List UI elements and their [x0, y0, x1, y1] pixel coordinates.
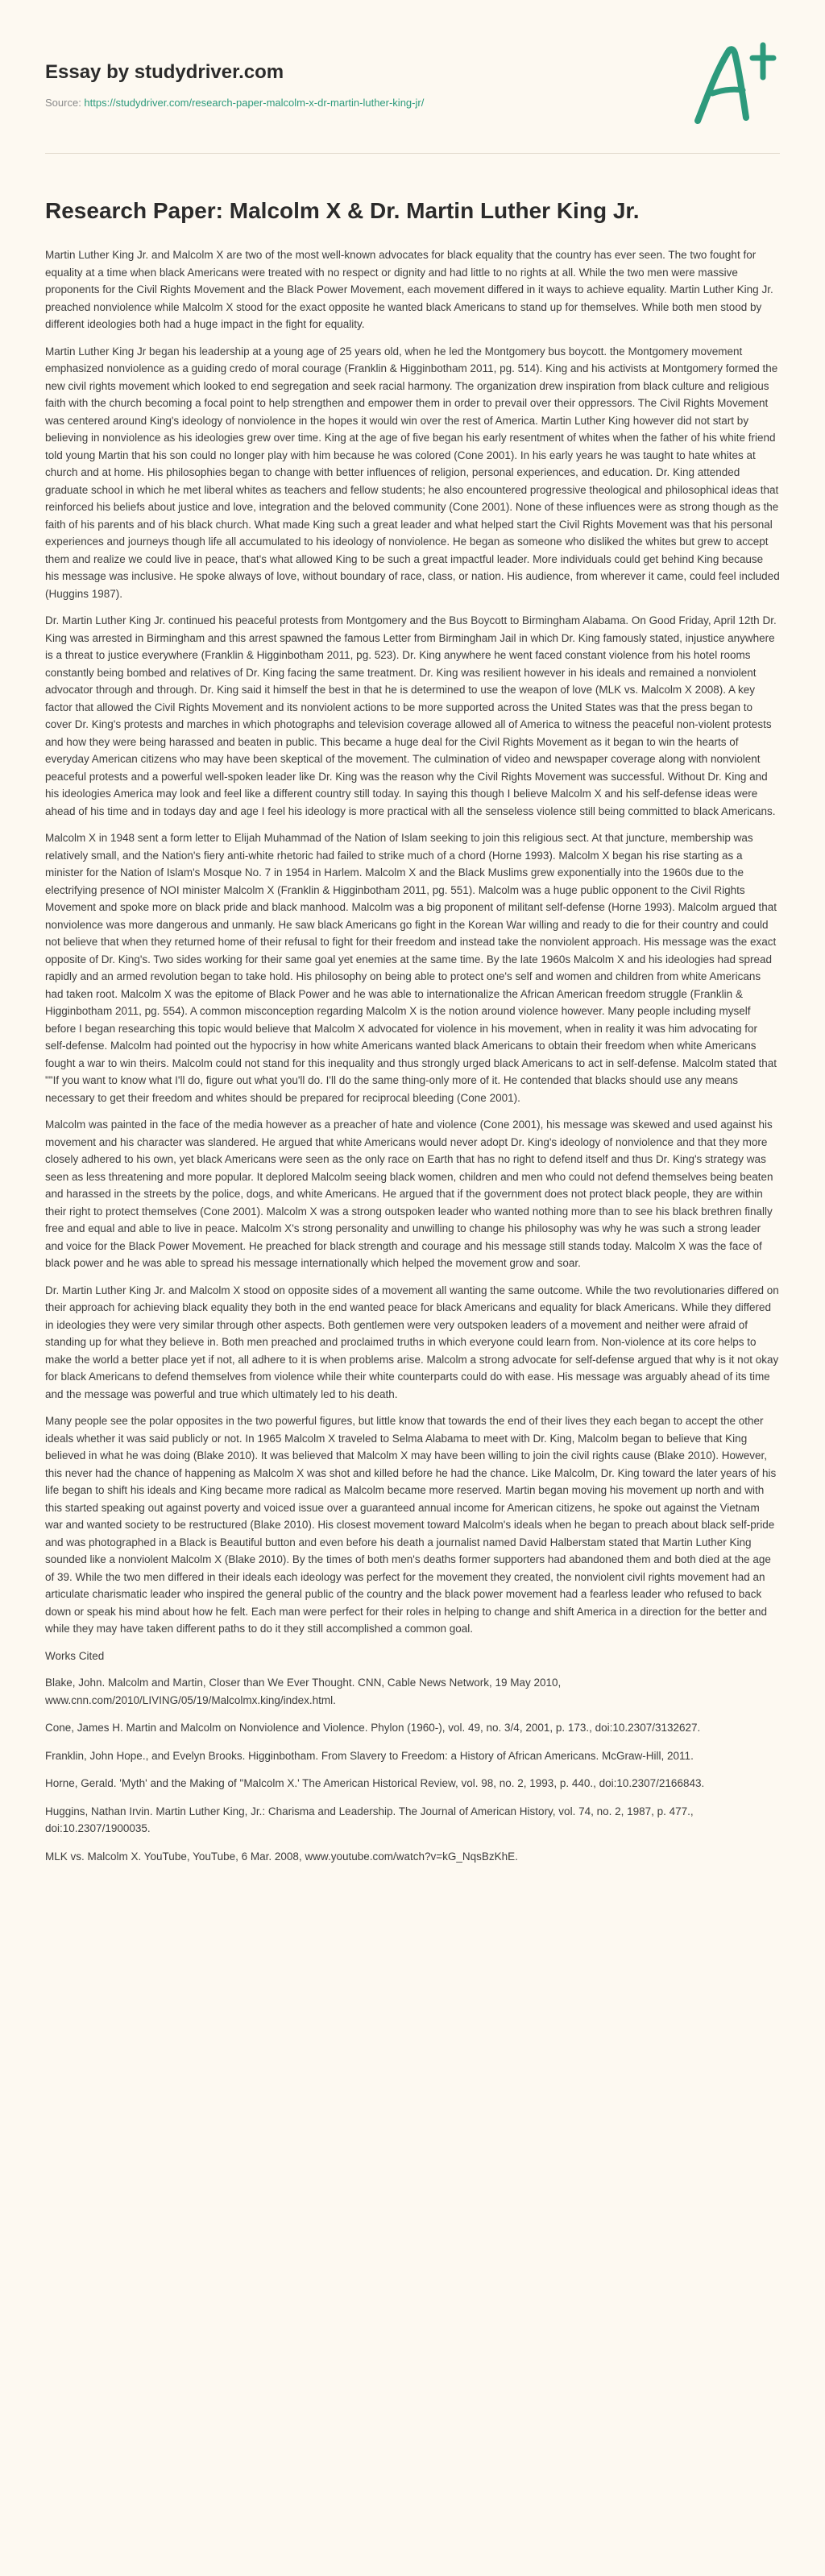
paragraph: Many people see the polar opposites in the two powerful figures, but little know that towards the end of their lives they each began to accept the other ideals whether it was said publicly or not. In 1965 Malcolm X traveled to Selma Alabama to meet with Dr. King, Malcolm began to believe that King believed in what he was doing (Blake 2010). It was believed that Malcolm X may have been willing to join the civil rights cause (Blake 2010). However, this never had the chance of happening as Malcolm X was shot and killed before he had the chance. Like Malcolm, Dr. King toward the later years of his life began to shift his ideals and King became more radical as Malcolm became more reserved. Martin began moving his movement up north and with this started speaking out against poverty and voiced issue over a guaranteed annual income for American citizens, he spoke out against the Vietnam war and wanted society to be restructured (Blake 2010). His closest movement toward Malcolm's ideals when he began to preach about black self-pride and was photographed in a Black is Beautiful button and even before his death a journalist named David Halberstam stated that Martin Luther King sounded like a nonviolent Malcolm X (Blake 2010). By the times of both men's deaths former supporters had abandoned them and both died at the age of 39. While the two men differed in their ideals each ideology was perfect for the movement they created, the nonviolent civil rights movement had an articulate charismatic leader who inspired the general public of the country and the black power movement had a fearless leader who refused to back down or speak his mind about how he felt. Each man were perfect for their roles in helping to change and shift America in a direction for the better and while they may have taken different paths to do it they still accomplished a common goal.: [45, 1415, 777, 1635]
source-line: [45, 97, 424, 109]
citation: Horne, Gerald. 'Myth' and the Making of "Malcolm X.' The American Historical Review, vol. 98, no. 2, 1993, p. 440., doi:10.2307/2166843.: [45, 1777, 705, 1789]
paragraph: Martin Luther King Jr began his leadership at a young age of 25 years old, when he led the Montgomery bus boycott. the Montgomery movement emphasized nonviolence as a guiding credo of moral courage (Franklin & Higginbotham 2011, pg. 514). King and his activists at Montgomery formed the new civil rights movement which looked to end segregation and seek racial harmony. The organization drew inspiration from black culture and religious faith with the church becoming a focal point to help strengthen and empower them in order to prevail over their oppressors. The Civil Rights Movement was centered around King's ideology of nonviolence in the hopes it would win over the rest of America. Martin Luther King however did not start by believing in nonviolence as his ideologies grew over time. King at the age of five began his early resentment of whites when the father of his white friend told young Martin that his son could no longer play with him because he was colored (Cone 2001). In his early years he was taught to hate whites at church and at home. His philosophies began to change with better influences of religion, personal experiences, and education. Dr. King attended graduate school in which he met liberal whites as teachers and fellow students; he also encountered progressive theological and philosophical ideas that reinforced his beliefs about justice and love, integration and the beloved community (Cone 2001). None of these influences were as strong though as the faith of his parents and of his black church. What made King such a great leader and what helped start the Civil Rights Movement was that his personal experiences and journeys though life all accumulated to his ideology of nonviolence. He began as someone who disliked the whites but grew to accept them and realize we could live in peace, that's what allowed King to be such a great impactful leader. More individuals could get behind King because his message was inclusive. He spoke always of love, without boundary of race, class, or nation. His audience, from wherever it came, could feel included (Huggins 1987).: [45, 345, 780, 600]
paragraph: Martin Luther King Jr. and Malcolm X are two of the most well-known advocates for black equality that the country has ever seen. The two fought for equality at a time when black Americans were treated with no respect or dignity and had little to no rights at all. While the two men were massive proponents for the Civil Rights Movement and the Black Power Movement, each movement differed in it ways to achieve equality. Martin Luther King Jr. preached nonviolence while Malcolm X stood for the exact opposite he wanted black Americans to stand up for themselves. While both men stood by different ideologies both had a huge impact in the fight for equality.: [45, 249, 773, 330]
paragraph: Dr. Martin Luther King Jr. and Malcolm X stood on opposite sides of a movement all wanting the same outcome. While the two revolutionaries differed on their approach for achieving black equality they both in the end wanted peace for black Americans and equality for black Americans. While they differed in ideologies they were very similar through other aspects. Both gentlemen were very outspoken leaders of a movement and neither were afraid of standing up for what they believe in. Both men preached and proclaimed truths in which everyone could learn from. Non-violence at its core helps to make the world a better place yet if not, all adhere to it is when problems arise. Malcolm a strong advocate for self-defense argued that why is it not okay for black Americans to defend themselves from violence while their white counterparts could do with ease. His message was arguably ahead of its time and the message was powerful and true which ultimately led to his death.: [45, 1284, 779, 1400]
paragraph: Malcolm X in 1948 sent a form letter to Elijah Muhammad of the Nation of Islam seeking to join this religious sect. At that juncture, membership was relatively small, and the Nation's fiery anti-white rhetoric had failed to strike much of a chord (Horne 1993). Malcolm X began his rise starting as a minister for the Nation of Islam's Mosque No. 7 in 1954 in Harlem. Malcolm X and the Black Muslims grew exponentially into the 1960s due to the electrifying presence of NOI minister Malcolm X (Franklin & Higginbotham 2011, pg. 551). Malcolm was a huge public opponent to the Civil Rights Movement and spoke more on black pride and black manhood. Malcolm was a big proponent of militant self-defense (Horne 1993). Malcolm argued that nonviolence was more dangerous and unmanly. He saw black Americans go fight in the Korean War willing and ready to die for their country and could not believe that when they returned home of their refusal to fight for their freedom and instead take the nonviolent approach. His message was the exact opposite of Dr. King's. Two sides working for their same goal yet enemies at the same time. By the late 1960s Malcolm X and his ideologies had spread rapidly and an armed revolution began to take hold. His philosophy on being able to protect one's self and women and children from white Americans had taken root. Malcolm X was the epitome of Black Power and he was able to internationalize the African American freedom struggle (Franklin & Higginbotham 2011, pg. 554). A common misconception regarding Malcolm X is the notion around violence however. Many people including myself before I began researching this topic would believe that Malcolm X advocated for violence in his movement, when in reality it was him advocating for self-defense. Malcolm had pointed out the hypocrisy in how white Americans wanted black Americans to obtain their freedom when white Americans fought a war to win theirs. Malcolm could not stand for this inequality and thus strongly urged black Americans to act in self-defense. Malcolm stated that ""If you want to know what I'll do, figure out what you'll do. I'll do the same thing-only more of it. He contended that blacks should use any means necessary to get their freedom and whites should be prepared for reciprocal bleeding (Cone 2001).: [45, 832, 777, 1104]
works-cited-heading: Works Cited: [45, 1649, 105, 1662]
citation: Franklin, John Hope., and Evelyn Brooks. Higginbotham. From Slavery to Freedom: a History of African Americans. McGraw-Hill, 2011.: [45, 1749, 694, 1762]
page-header: [0, 0, 825, 121]
citation: Blake, John. Malcolm and Martin, Closer than We Ever Thought. CNN, Cable News Network, 19 May 2010, www.cnn.com/2010/LIVING/05/19/Malcolmx.king/index.html.: [45, 1677, 562, 1706]
citation: Huggins, Nathan Irvin. Martin Luther King, Jr.: Charisma and Leadership. The Journal of American History, vol. 74, no. 2, 1987, p. 477., doi:10.2307/1900035.: [45, 1805, 694, 1834]
article: [45, 196, 780, 1875]
source-label: Source:: [45, 97, 85, 109]
paragraph: Malcolm was painted in the face of the media however as a preacher of hate and violence (Cone 2001), his message was skewed and used against his movement and his character was slandered. He argued that white Americans would never adopt Dr. King's ideology of nonviolence and that they more closely adhered to his own, yet black Americans were seen as the only race on Earth that has no right to defend itself and thus Dr. King's strategy was seen as less threatening and more popular. It deplored Malcolm seeing black women, children and men who could not defend themselves being beaten and harassed in the streets by the police, dogs, and white Americans. He argued that if the government does not protect black people, they are within their right to protect themselves (Cone 2001). Malcolm X was a strong outspoken leader who wanted nothing more than to see his black brethren finally free and equal and able to live in peace. Malcolm X's strong personality and unwilling to change his philosophy was why he was such a strong leader and voice for the Black Power Movement. He preached for black strength and courage and his message still stands today. Malcolm X was the face of black power and he was able to spread his message internationally which helped the movement grow and soar.: [45, 1118, 773, 1269]
citation: MLK vs. Malcolm X. YouTube, YouTube, 6 Mar. 2008, www.youtube.com/watch?v=kG_NqsBzKhE.: [45, 1850, 518, 1863]
paragraph: Dr. Martin Luther King Jr. continued his peaceful protests from Montgomery and the Bus Boycott to Birmingham Alabama. On Good Friday, April 12th Dr. King was arrested in Birmingham and this arrest spawned the famous Letter from Birmingham Jail in which Dr. King famously stated, injustice anywhere is a threat to justice everywhere (Franklin & Higginbotham 2011, pg. 523). Dr. King anywhere he went faced constant violence from his hotel rooms constantly being bombed and relatives of Dr. King facing the same treatment. Dr. King was resilient however in his ideals and remained a nonviolent advocator through and through. Dr. King said it himself the best in that he is determined to use the weapon of love (MLK vs. Malcolm X 2008). A key factor that allowed the Civil Rights Movement and its nonviolent actions to be more supported across the United States was that the press began to cover Dr. King's protests and marches in which photographs and television coverage allowed all of America to witness the peaceful non-violent protests and how they were being harassed and beaten in public. This became a huge deal for the Civil Rights Movement as it began to win the hearts of everyday American citizens who may have been skeptical of the movement. The culmination of video and newspaper coverage along with nonviolent peaceful protests and a powerful well-spoken leader like Dr. King was the reason why the Civil Rights Movement was successful. Without Dr. King and his ideologies America may look and feel like a different country still today. In saying this though I believe Malcolm X and his self-defense ideas were ahead of his time and in todays day and age I feel his ideology is more practical with all the senseless violence still being committed to black Americans.: [45, 614, 777, 817]
site-title: Essay by studydriver.com: [45, 61, 284, 83]
header-divider: [45, 153, 780, 154]
article-title: Research Paper: Malcolm X & Dr. Martin Luther King Jr.: [45, 198, 640, 223]
citation: Cone, James H. Martin and Malcolm on Nonviolence and Violence. Phylon (1960-), vol. 49, no. 3/4, 2001, p. 173., doi:10.2307/3132627.: [45, 1722, 701, 1734]
studydriver-logo: [690, 40, 778, 130]
source-link[interactable]: https://studydriver.com/research-paper-malcolm-x-dr-martin-luther-king-jr/: [84, 97, 425, 109]
